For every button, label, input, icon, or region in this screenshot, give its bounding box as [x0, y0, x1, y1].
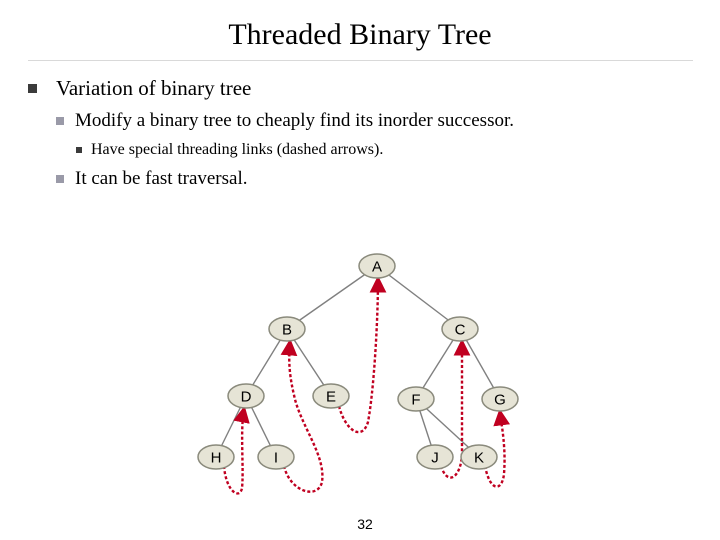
tree-node-F	[398, 387, 434, 411]
tree-node-G	[482, 387, 518, 411]
node-label: A	[371, 258, 383, 276]
thread-arrow-I-to-B	[284, 342, 322, 492]
tree-node-K	[461, 445, 497, 469]
tree-edge-A-B	[287, 266, 377, 329]
node-label: C	[454, 321, 466, 339]
tree-node-H	[198, 445, 234, 469]
node-label: E	[325, 388, 337, 406]
tree-node-C	[442, 317, 478, 341]
tree-node-A	[359, 254, 395, 278]
bullet-text: It can be fast traversal.	[75, 168, 248, 189]
node-label: I	[273, 449, 279, 467]
node-label: K	[473, 449, 485, 467]
tree-node-D	[228, 384, 264, 408]
tree-node-E	[313, 384, 349, 408]
page-number: 32	[357, 516, 373, 532]
bullet-text: Modify a binary tree to cheaply find its inorder successor.	[75, 110, 514, 131]
tree-node-I	[258, 445, 294, 469]
node-label: D	[240, 388, 252, 406]
node-label: J	[431, 449, 439, 467]
slide-title: Threaded Binary Tree	[228, 18, 492, 51]
node-label: B	[281, 321, 293, 339]
node-label: F	[411, 391, 421, 409]
tree-node-B	[269, 317, 305, 341]
node-label: H	[210, 449, 222, 467]
node-label: G	[494, 391, 506, 409]
bullet-text: Variation of binary tree	[56, 76, 252, 100]
bullet-text: Have special threading links (dashed arrows).	[91, 141, 384, 158]
thread-arrow-E-to-A	[339, 279, 378, 432]
tree-node-J	[417, 445, 453, 469]
